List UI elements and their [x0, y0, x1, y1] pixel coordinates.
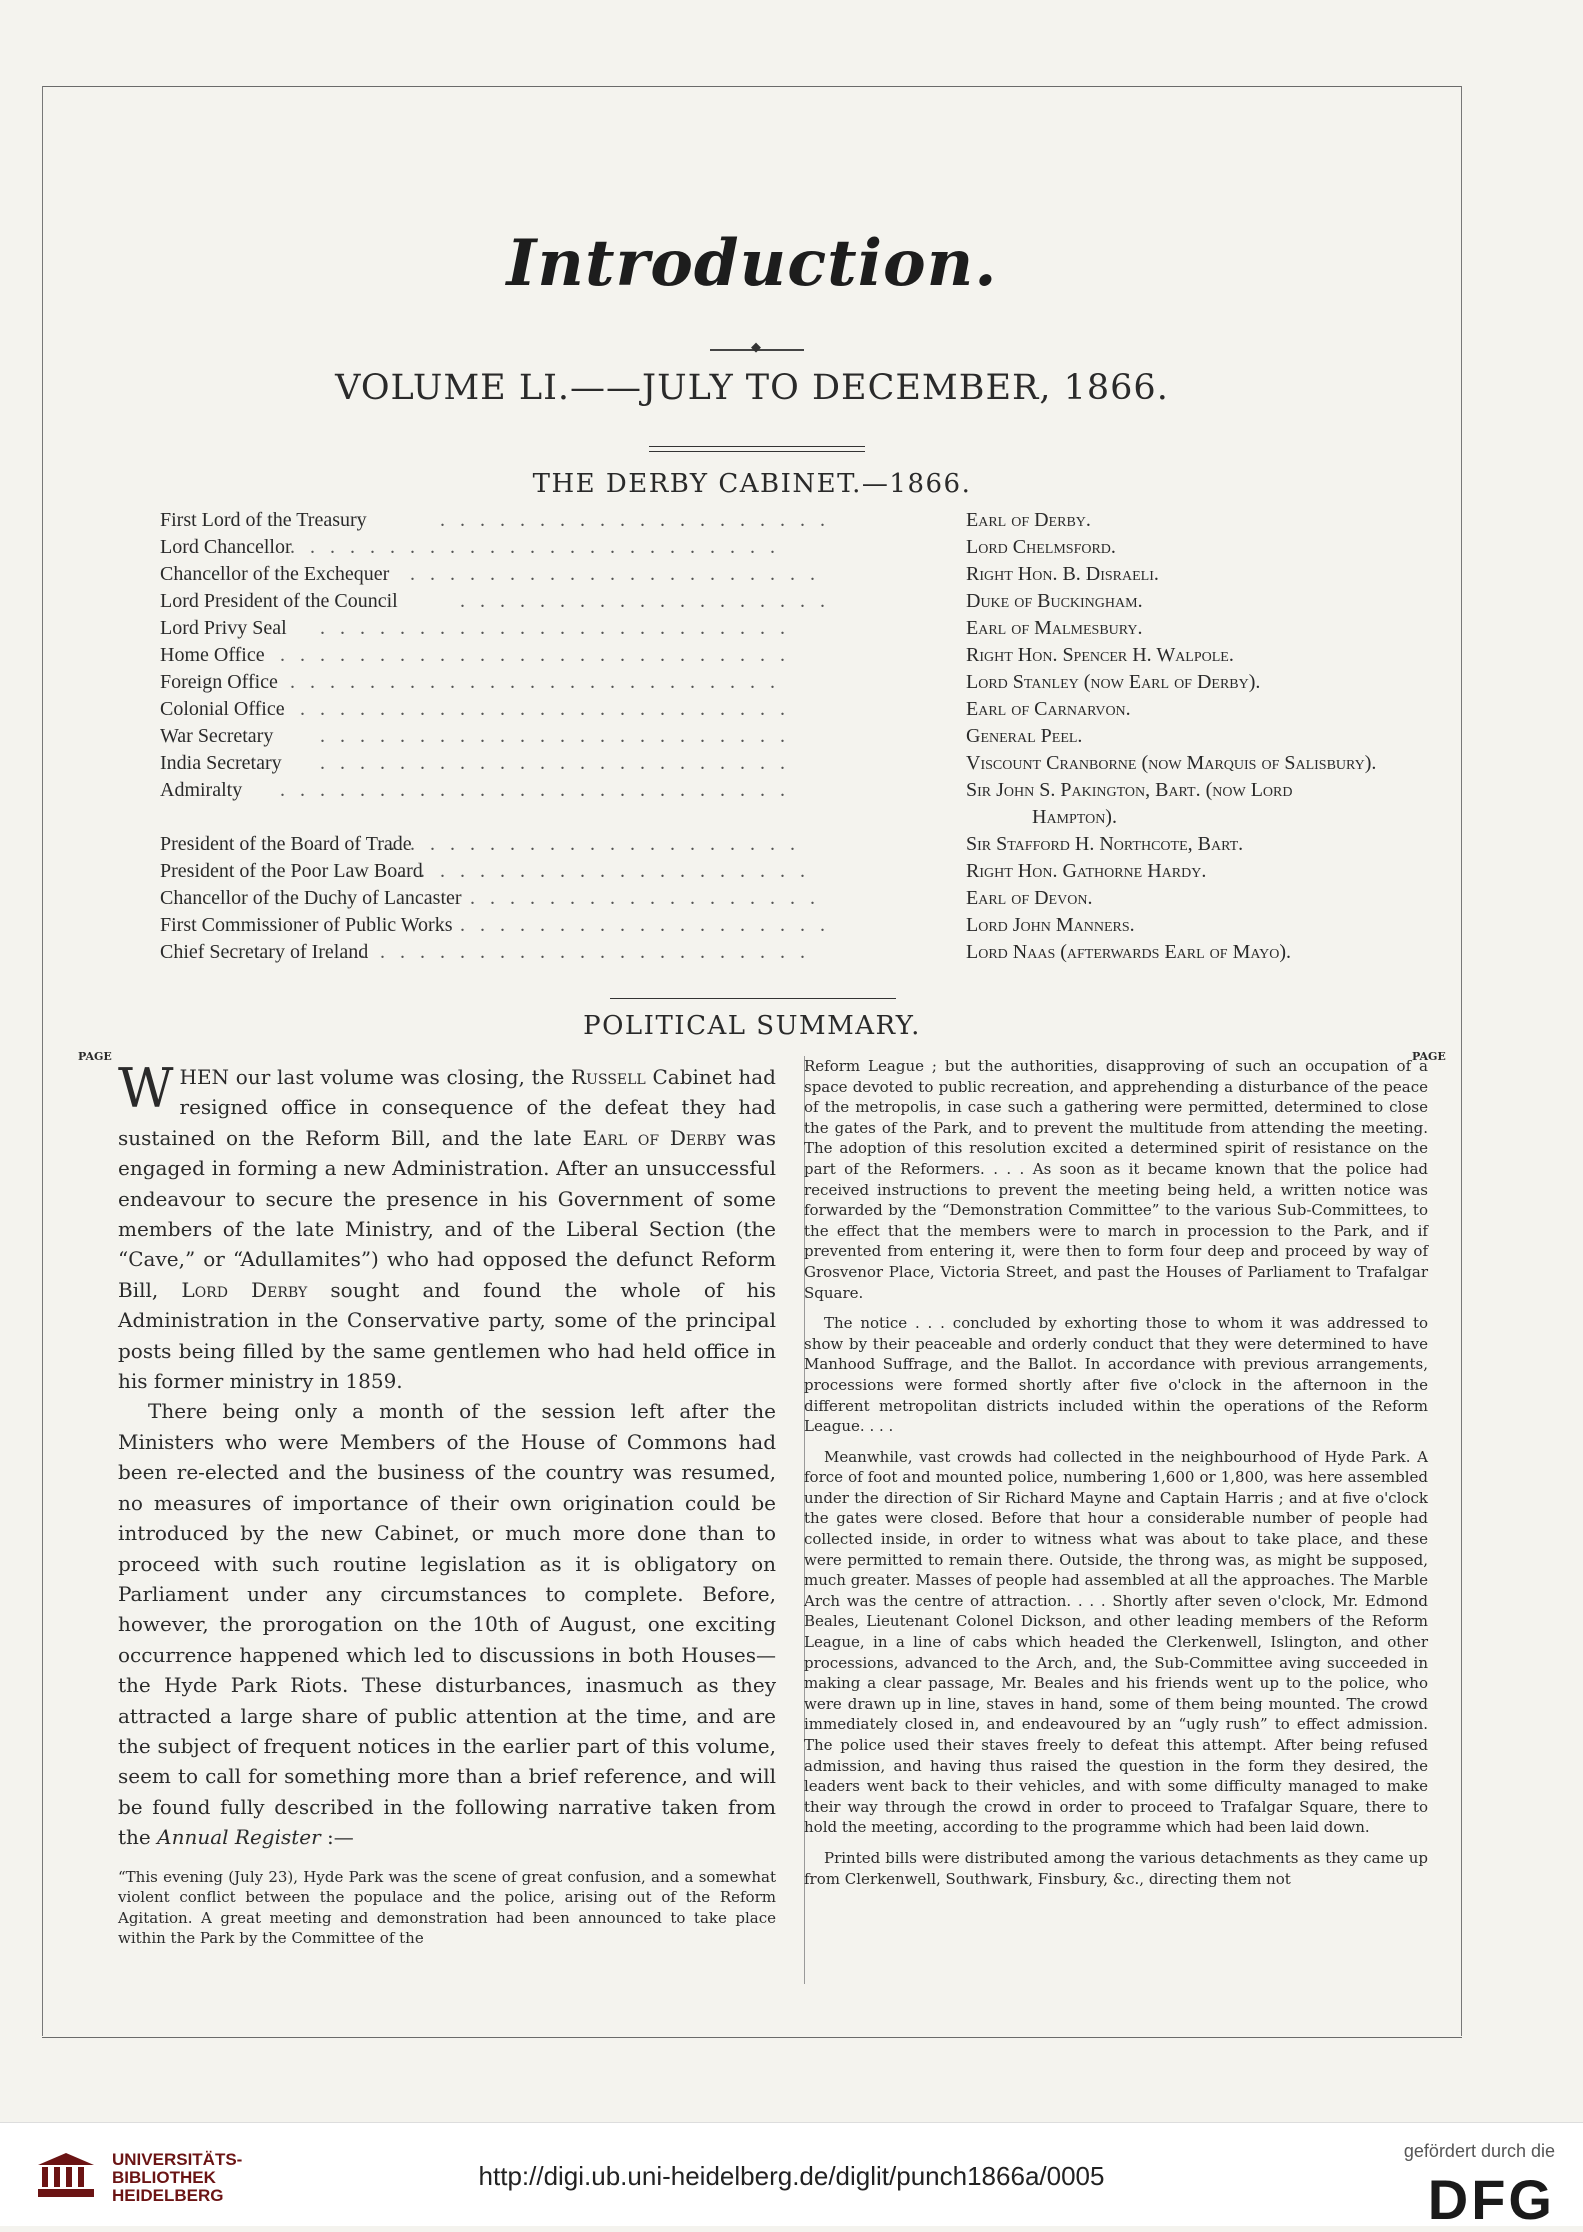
cabinet-holder: Right Hon. Spencer H. Walpole. [966, 644, 1234, 666]
cabinet-holder-continued: Hampton). [1032, 806, 1117, 828]
leader-dots: ......................... [290, 671, 790, 693]
right-paragraph-2: The notice . . . concluded by exhorting those to whom it was addressed to show by their peaceable and orderly conduct that they were determined to have Manhood Suffrage, and the Ballot. In accordance with previous arrangements, processions were formed shortly after five o'clock in the afternoon in the different metropolitan districts included within the operations of the Reform League. . . . [804, 1314, 1428, 1436]
footer-bar [0, 2122, 1583, 2231]
cabinet-row [160, 887, 1460, 914]
cabinet-row [160, 725, 1460, 752]
right-paragraph-1: Reform League ; but the authorities, disapproving of such an occupation of a space devoted to public recreation, and apprehending a disturbance of the peace of the metropolis, in case such a gathering were permitted, determined to close the gates of the Park, and to prevent the multitude from attending the meeting. The adoption of this resolution excited a determined spirit of resistance on the part of the Reformers. . . . As soon as it became known that the police had received instructions to prevent the meeting being held, a written notice was forwarded by the “Demonstration Committee” to the various Sub-Committees, to the effect that the members were to march in procession to the Park, and if prevented from entering it, were then to form four deep and proceed by way of Grosvenor Place, Victoria Street, and past the Houses of Parliament to Trafalgar Square. [804, 1057, 1428, 1302]
cabinet-office: Lord Chancellor [160, 536, 292, 558]
cabinet-row [160, 644, 1460, 671]
cabinet-holder: Sir John S. Pakington, Bart. (now Lord [966, 779, 1293, 801]
cabinet-row [160, 860, 1460, 887]
cabinet-holder: Right Hon. Gathorne Hardy. [966, 860, 1207, 882]
leader-dots: ....................... [360, 941, 820, 963]
drop-cap: W [118, 1057, 174, 1120]
cabinet-row [160, 617, 1460, 644]
cabinet-holder: Sir Stafford H. Northcote, Bart. [966, 833, 1244, 855]
leader-dots: ..................... [410, 563, 830, 585]
leader-dots: ................... [460, 914, 840, 936]
cabinet-holder: Earl of Devon. [966, 887, 1093, 909]
leader-dots: ..................... [390, 833, 810, 855]
cabinet-holder: Lord Chelmsford. [966, 536, 1116, 558]
cabinet-list [160, 509, 1460, 968]
cabinet-office: Lord President of the Council [160, 590, 398, 612]
right-column [804, 1056, 1428, 1899]
cabinet-holder: Lord Naas (afterwards Earl of Mayo). [966, 941, 1292, 963]
summary-heading: POLITICAL SUMMARY. [583, 1011, 921, 1041]
leader-dots: ......................... [290, 536, 790, 558]
scanned-page [42, 86, 1462, 2036]
leader-dots: ..................... [400, 860, 820, 882]
source-url-link[interactable]: http://digi.ub.uni-heidelberg.de/diglit/punch1866a/0005 [478, 2161, 1105, 2191]
cabinet-office: War Secretary [160, 725, 274, 747]
leader-dots: ................... [460, 590, 840, 612]
cabinet-holder: Earl of Carnarvon. [966, 698, 1131, 720]
cabinet-row [160, 914, 1460, 941]
cabinet-holder: General Peel. [966, 725, 1083, 747]
leader-dots: .......................... [280, 698, 800, 720]
cabinet-row [160, 833, 1460, 860]
double-rule-top [649, 446, 865, 447]
cabinet-row [160, 563, 1460, 590]
cabinet-office: First Commissioner of Public Works [160, 914, 453, 936]
cabinet-office: President of the Board of Trade [160, 833, 412, 855]
cabinet-holder: Lord Stanley (now Earl of Derby). [966, 671, 1261, 693]
leader-dots: .......................... [280, 779, 800, 801]
volume-subtitle: VOLUME LI.——JULY TO DECEMBER, 1866. [335, 368, 1169, 408]
leader-dots: .................. [470, 887, 830, 909]
section-divider [610, 998, 896, 999]
cabinet-office: Chancellor of the Exchequer [160, 563, 390, 585]
leader-dots: ........................ [320, 617, 800, 639]
cabinet-office: Admiralty [160, 779, 243, 801]
leader-dots: ........................ [320, 725, 800, 747]
cabinet-row [160, 536, 1460, 563]
cabinet-row [160, 698, 1460, 725]
cabinet-office: Home Office [160, 644, 265, 666]
cabinet-holder: Lord John Manners. [966, 914, 1135, 936]
leader-dots: ........................ [320, 752, 800, 774]
cabinet-office: Lord Privy Seal [160, 617, 287, 639]
cabinet-heading: THE DERBY CABINET.—1866. [532, 469, 972, 499]
cabinet-holder: Viscount Cranborne (now Marquis of Salisbury). [966, 752, 1377, 774]
cabinet-row [160, 941, 1460, 968]
page-label-left: PAGE [78, 1050, 112, 1063]
cabinet-row [160, 752, 1460, 779]
left-column [118, 1057, 776, 1949]
cabinet-holder: Earl of Derby. [966, 509, 1091, 531]
title-ornament-divider [710, 349, 804, 351]
cabinet-holder: Duke of Buckingham. [966, 590, 1143, 612]
cabinet-office: India Secretary [160, 752, 282, 774]
cabinet-row [160, 779, 1460, 806]
cabinet-office: Chancellor of the Duchy of Lancaster [160, 887, 462, 909]
paragraph-1: WHEN our last volume was closing, the Russell Cabinet had resigned office in consequence of the defeat they had sustained on the Reform Bill, and the late Earl of Derby was engaged in forming a new Administration. After an unsuccessful endeavour to secure the presence in his Government of some members of the late Ministry, and of the Liberal Section (the “Cave,” or “Adullamites”) who had opposed the defunct Reform Bill, Lord Derby sought and found the whole of his Administration in the Conservative party, some of the principal posts being filled by the same gentlemen who had held office in his former ministry in 1859. [118, 1057, 776, 1394]
page-title: Introduction. [506, 226, 998, 301]
leader-dots: .................... [440, 509, 840, 531]
cabinet-office: First Lord of the Treasury [160, 509, 367, 531]
cabinet-office: Chief Secretary of Ireland [160, 941, 369, 963]
cabinet-holder: Earl of Malmesbury. [966, 617, 1143, 639]
right-paragraph-3: Meanwhile, vast crowds had collected in the neighbourhood of Hyde Park. A force of foot and mounted police, numbering 1,600 or 1,800, was here assembled under the direction of Sir Richard Mayne and Captain Harris ; and at five o'clock the gates were closed. Before that hour a considerable number of people had collected inside, in order to witness what was about to take place, and these were permitted to remain there. Outside, the throng was, as might be supposed, much greater. Masses of people had assembled at all the approaches. The Marble Arch was the centre of attraction. . . . Shortly after seven o'clock, Mr. Edmond Beales, Lieutenant Colonel Dickson, and other leading members of the Reform League, in a line of cabs which headed the Clerkenwell, Islington, and other processions, advanced to the Arch, and, the Sub-Committee aving succeeded in making a clear passage, Mr. Beales and his friends went up to the police, who were drawn up in line, staves in hand, some of them being mounted. The crowd immediately closed in, and endeavoured by an “ugly rush” to effect admission. The police used their staves freely to defeat this attempt. After being refused admission, and having thus raised the question in the form they desired, the leaders went back to their vehicles, and with some difficulty managed to make their way through the crowd in order to proceed to Trafalgar Square, there to hold the meeting, according to the programme which had been laid down. [804, 1447, 1428, 1837]
funded-by-label: gefördert durch die [1403, 2141, 1555, 2161]
quotation: “This evening (July 23), Hyde Park was the scene of great confusion, and a somewhat violent conflict between the populace and the police, arising out of the Reform Agitation. A great meeting and demonstration had been announced to take place within the Park by the Committee of the [118, 1867, 776, 1948]
right-paragraph-4: Printed bills were distributed among the various detachments as they came up from Clerkenwell, Southwark, Finsbury, &c., directing them not [804, 1848, 1428, 1888]
leader-dots: .......................... [280, 644, 800, 666]
cabinet-row-continued [160, 806, 1460, 833]
paragraph-2: There being only a month of the session left after the Ministers who were Members of the House of Commons had been re-elected and the business of the country was resumed, no measures of importance of their own origination could be introduced by the new Cabinet, or much more done than to proceed with such routine legislation as it is obligatory on Parliament under any circumstances to complete. Before, however, the prorogation on the 10th of August, one exciting occurrence happened which led to discussions in both Houses—the Hyde Park Riots. These disturbances, inasmuch as they attracted a large share of public attention at the time, and are the subject of frequent notices in the earlier part of this volume, seem to call for something more than a brief reference, and will be found fully described in the following narrative taken from the Annual Register :— [118, 1399, 776, 1850]
cabinet-office: President of the Poor Law Board [160, 860, 423, 882]
cabinet-office: Colonial Office [160, 698, 285, 720]
library-name[interactable]: UNIVERSITÄTS- BIBLIOTHEK HEIDELBERG [112, 2150, 243, 2205]
page-label-right: PAGE [1412, 1050, 1446, 1063]
cabinet-row [160, 671, 1460, 698]
cabinet-row [160, 509, 1460, 536]
cabinet-row [160, 590, 1460, 617]
dfg-logo[interactable]: DFG [1427, 2168, 1555, 2231]
double-rule-bottom [649, 451, 865, 452]
cabinet-office: Foreign Office [160, 671, 278, 693]
cabinet-holder: Right Hon. B. Disraeli. [966, 563, 1159, 585]
